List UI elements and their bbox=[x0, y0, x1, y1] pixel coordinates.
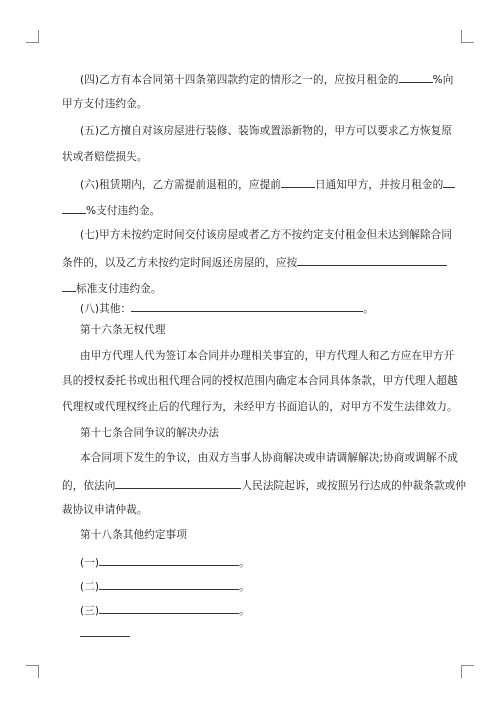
article-16-line-2: 具的授权委托书或出租代理合同的授权范围内确定本合同具体条款，甲方代理人超越 bbox=[62, 375, 458, 387]
article-18-item-2: (二) 。 bbox=[0, 578, 500, 594]
clause-7-line-3: 标准支付违约金。 bbox=[0, 280, 500, 296]
article-17-line-2: 的，依法向 人民法院起诉，或按照另行达成的仲裁条款或仲 bbox=[0, 477, 500, 493]
clause-6-line-1: (六)租赁期内，乙方需提前退租的，应提前 日通知甲方，并按月租金的 bbox=[0, 176, 500, 192]
clause-5-line-2: 状或者赔偿损失。 bbox=[62, 151, 148, 163]
article-16-line-3: 代理权或代理权终止后的代理行为，未经甲方书面追认的，对甲方不发生法律效力。 bbox=[62, 401, 458, 413]
article-16-heading: 第十六条无权代理 bbox=[80, 324, 166, 336]
article-18-heading: 第十八条其他约定事项 bbox=[80, 529, 187, 541]
blank-standard-field-a bbox=[297, 254, 447, 266]
clause-4-line-1: (四)乙方有本合同第十四条第四款约定的情形之一的，应按月租金的 %向 bbox=[0, 71, 500, 87]
corner-mark-top-left bbox=[26, 30, 39, 43]
blank-court-field bbox=[115, 477, 241, 489]
footnote-separator bbox=[80, 636, 130, 637]
blank-other-field bbox=[131, 300, 363, 312]
clause-6-line-2: %支付违约金。 bbox=[0, 202, 500, 218]
blank-percent-field bbox=[399, 71, 433, 83]
article-18-item-1: (一) 。 bbox=[0, 554, 500, 570]
clause-8-line: (八)其他： 。 bbox=[0, 300, 500, 316]
blank-item-2-field bbox=[99, 578, 239, 590]
blank-standard-field-b bbox=[62, 280, 76, 292]
article-16-line-1: 由甲方代理人代为签订本合同并办理相关事宜的，甲方代理人和乙方应在甲方开 bbox=[80, 350, 455, 362]
blank-item-1-field bbox=[99, 554, 239, 566]
blank-percent-field-b bbox=[62, 202, 86, 214]
clause-7-line-2: 条件的，以及乙方未按约定时间返还房屋的，应按 bbox=[0, 254, 500, 270]
article-17-heading: 第十七条合同争议的解决办法 bbox=[80, 427, 220, 439]
blank-percent-field-a bbox=[443, 176, 455, 188]
clause-4-line-2: 甲方支付违约金。 bbox=[62, 98, 148, 110]
corner-mark-bottom-left bbox=[26, 665, 39, 678]
blank-days-field bbox=[281, 176, 315, 188]
article-17-line-3: 裁协议申请仲裁。 bbox=[62, 504, 148, 516]
article-17-line-1: 本合同项下发生的争议，由双方当事人协商解决或申请调解解决;协商或调解不成 bbox=[80, 452, 458, 464]
clause-5-line-1: (五)乙方擅自对该房屋进行装修、装饰或置添新物的，甲方可以要求乙方恢复原 bbox=[80, 125, 453, 137]
corner-mark-top-right bbox=[461, 30, 474, 43]
clause-7-line-1: (七)甲方未按约定时间交付该房屋或者乙方不按约定支付租金但未达到解除合同 bbox=[80, 229, 453, 241]
blank-item-3-field bbox=[99, 602, 239, 614]
corner-mark-bottom-right bbox=[461, 665, 474, 678]
article-18-item-3: (三) 。 bbox=[0, 602, 500, 618]
